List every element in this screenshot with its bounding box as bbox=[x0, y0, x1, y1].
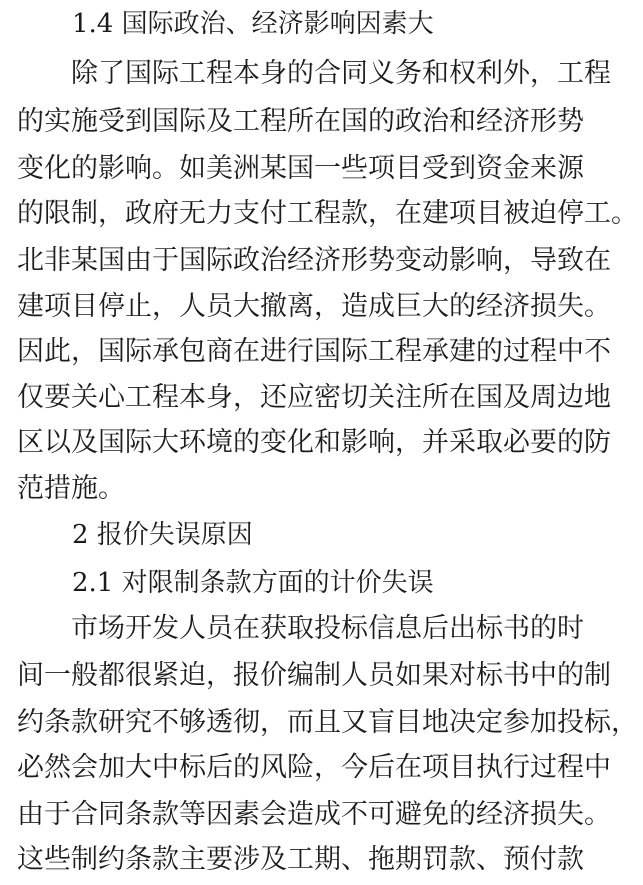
paragraph-line: 间一般都很紧迫，报价编制人员如果对标书中的制 bbox=[17, 660, 611, 691]
paragraph-line: 这些制约条款主要涉及工期、拖期罚款、预付款 bbox=[17, 844, 584, 875]
section-heading-1-4: 1.4 国际政治、经济影响因素大 bbox=[72, 9, 434, 39]
section-heading-2-1: 2.1 对限制条款方面的计价失误 bbox=[72, 568, 434, 598]
paragraph-line: 北非某国由于国际政治经济形势变动影响，导致在 bbox=[17, 245, 611, 276]
paragraph-line: 市场开发人员在获取投标信息后出标书的时 bbox=[71, 613, 584, 644]
paragraph-line: 必然会加大中标后的风险，今后在项目执行过程中 bbox=[17, 752, 611, 783]
paragraph-line: 的限制，政府无力支付工程款，在建项目被迫停工。 bbox=[17, 198, 638, 229]
paragraph-line: 仅要关心工程本身，还应密切关注所在国及周边地 bbox=[17, 382, 611, 413]
paragraph-line: 因此，国际承包商在进行国际工程承建的过程中不 bbox=[17, 336, 611, 367]
paragraph-line: 范措施。 bbox=[17, 473, 125, 504]
paragraph-line: 约条款研究不够透彻，而且又盲目地决定参加投标， bbox=[17, 707, 638, 738]
paragraph-line: 变化的影响。如美洲某国一些项目受到资金来源 bbox=[17, 153, 584, 184]
paragraph-line: 的实施受到国际及工程所在国的政治和经济形势 bbox=[17, 106, 584, 137]
paragraph-line: 除了国际工程本身的合同义务和权利外，工程 bbox=[71, 58, 611, 89]
paragraph-line: 由于合同条款等因素会造成不可避免的经济损失。 bbox=[17, 799, 611, 830]
paragraph-line: 区以及国际大环境的变化和影响，并采取必要的防 bbox=[17, 427, 611, 458]
paragraph-line: 建项目停止，人员大撤离，造成巨大的经济损失。 bbox=[17, 291, 611, 322]
section-heading-2: 2 报价失误原因 bbox=[72, 520, 253, 550]
